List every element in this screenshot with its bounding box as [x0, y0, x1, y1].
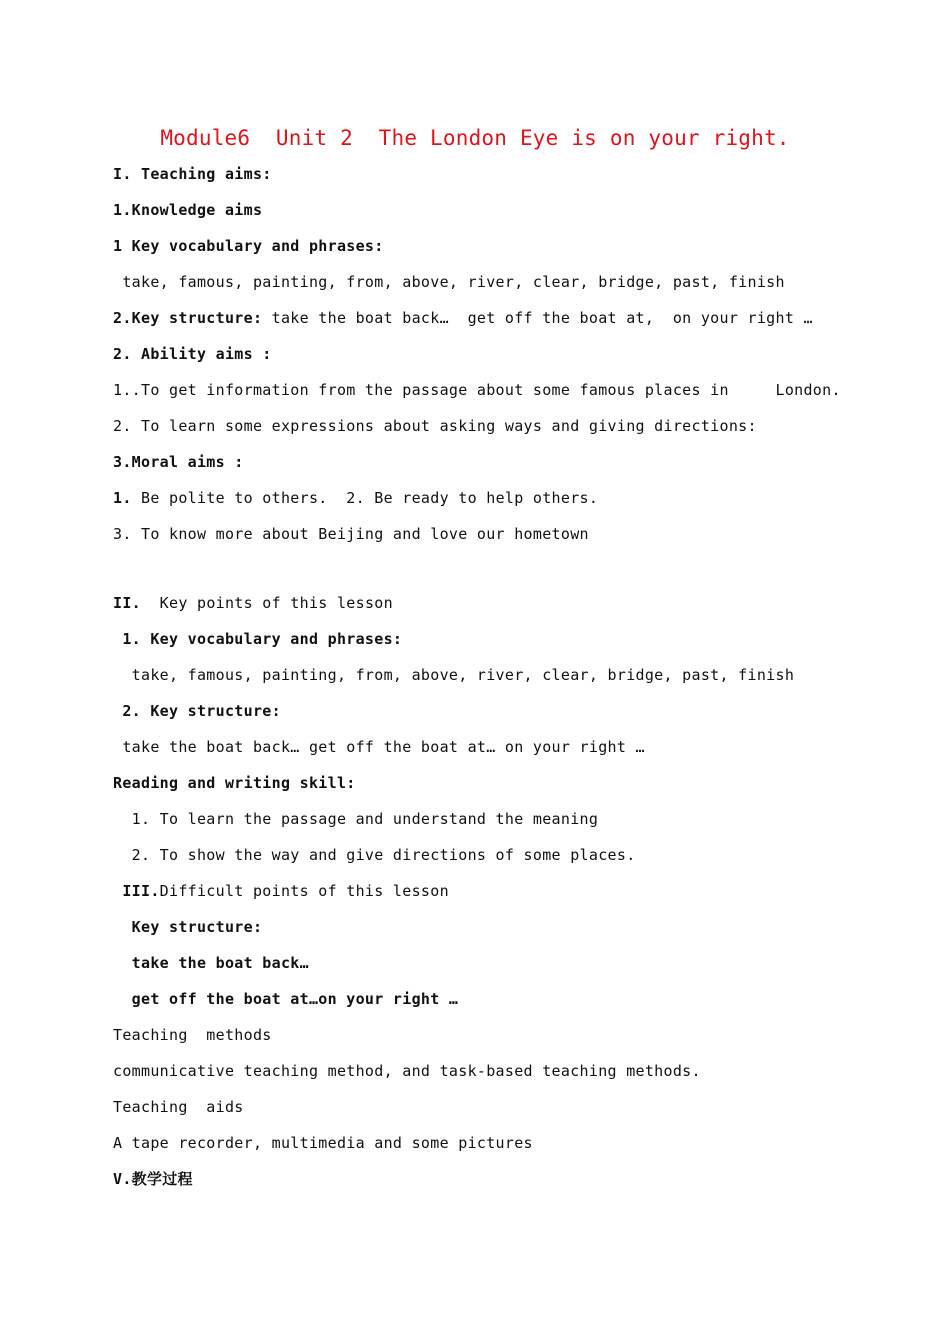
- text-line: [113, 164, 272, 184]
- text-line: [113, 773, 356, 793]
- body-text: Difficult points of this lesson: [159, 882, 449, 900]
- text-line: [113, 665, 794, 685]
- text-line: [113, 953, 309, 973]
- text-line: [113, 701, 281, 721]
- body-text: take, famous, painting, from, above, river, clear, bridge, past, finish: [113, 666, 795, 684]
- body-text: 1..To get information from the passage about some famous places in London.: [113, 381, 841, 399]
- bold-text: Reading and writing skill:: [113, 774, 356, 792]
- body-text: 3. To know more about Beijing and love our hometown: [113, 525, 589, 543]
- text-line: [113, 737, 645, 757]
- document-title: Module6 Unit 2 The London Eye is on your right.: [160, 126, 790, 150]
- bold-text: get off the boat at…on your right …: [113, 990, 459, 1008]
- text-line: [113, 809, 598, 829]
- text-line: [113, 344, 272, 364]
- body-text: Be polite to others. 2. Be ready to help others.: [131, 489, 599, 507]
- text-line: [113, 629, 402, 649]
- body-text: 2. To learn some expressions about asking ways and giving directions:: [113, 417, 757, 435]
- bold-text: take the boat back…: [113, 954, 309, 972]
- text-line: [113, 1133, 533, 1153]
- text-line: [113, 1097, 244, 1117]
- text-line: [113, 845, 636, 865]
- bold-text: III.: [113, 882, 160, 900]
- bold-text: 1.Knowledge aims: [113, 201, 263, 219]
- text-line: [113, 1061, 701, 1081]
- bold-text: 2.Key structure:: [113, 309, 263, 327]
- text-line: [113, 416, 757, 436]
- text-line: [113, 452, 244, 472]
- text-line: [113, 200, 262, 220]
- text-line: [113, 236, 384, 256]
- text-line: [113, 881, 449, 901]
- bold-text: 2. Key structure:: [113, 702, 281, 720]
- text-line: [113, 1025, 272, 1045]
- bold-text: 3.Moral aims :: [113, 453, 244, 471]
- body-text: 2. To show the way and give directions of some places.: [113, 846, 636, 864]
- text-line: [113, 917, 262, 937]
- body-text: Teaching methods: [113, 1026, 272, 1044]
- bold-text: V.教学过程: [113, 1170, 193, 1188]
- text-line: [113, 1169, 193, 1189]
- bold-text: 1 Key vocabulary and phrases:: [113, 237, 384, 255]
- bold-text: I. Teaching aims:: [113, 165, 272, 183]
- bold-text: II.: [113, 594, 141, 612]
- text-line: [113, 524, 589, 544]
- body-text: communicative teaching method, and task-based teaching methods.: [113, 1062, 701, 1080]
- body-text: Key points of this lesson: [141, 594, 393, 612]
- bold-text: 2. Ability aims :: [113, 345, 272, 363]
- body-text: A tape recorder, multimedia and some pictures: [113, 1134, 533, 1152]
- text-line: [113, 308, 813, 328]
- body-text: take, famous, painting, from, above, river, clear, bridge, past, finish: [113, 273, 785, 291]
- text-line: [113, 989, 458, 1009]
- text-line: [113, 380, 841, 400]
- text-line: [113, 272, 785, 292]
- body-text: 1. To learn the passage and understand the meaning: [113, 810, 599, 828]
- bold-text: 1.: [113, 489, 132, 507]
- bold-text: Key structure:: [113, 918, 263, 936]
- body-text: take the boat back… get off the boat at… on your right …: [113, 738, 645, 756]
- bold-text: 1. Key vocabulary and phrases:: [113, 630, 403, 648]
- text-line: [113, 488, 598, 508]
- body-text: take the boat back… get off the boat at, on your right …: [262, 309, 813, 327]
- text-line: [113, 593, 393, 613]
- body-text: Teaching aids: [113, 1098, 244, 1116]
